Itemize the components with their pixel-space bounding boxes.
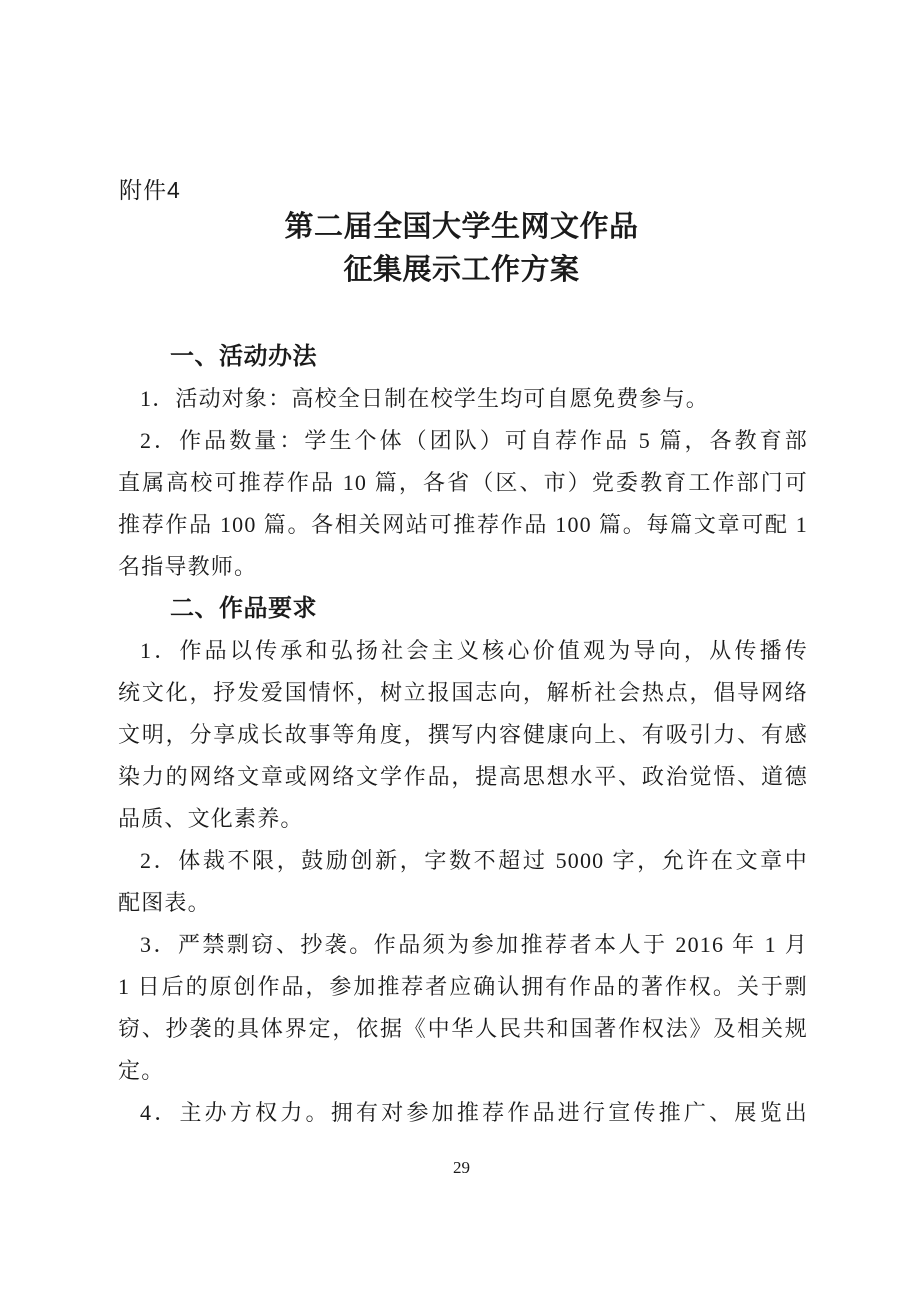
doc-line: 2．作品数量：学生个体（团队）可自荐作品 5 篇，各教育部: [140, 428, 808, 453]
section-2-heading: 二、作品要求: [170, 595, 317, 622]
doc-line: 窃、抄袭的具体界定，依据《中华人民共和国著作权法》及相关规: [118, 1016, 808, 1041]
page-number: 29: [453, 1158, 470, 1177]
document-title: [0, 206, 923, 292]
document-title-line1: 第二届全国大学生网文作品: [284, 211, 639, 243]
doc-line: 文明，分享成长故事等角度，撰写内容健康向上、有吸引力、有感: [118, 722, 808, 747]
section-1-heading: 一、活动办法: [170, 343, 317, 370]
document-body: [118, 336, 808, 1134]
document-title-line2: 征集展示工作方案: [343, 254, 580, 286]
doc-line: 定。: [118, 1058, 165, 1083]
doc-line: 2．体裁不限，鼓励创新，字数不超过 5000 字，允许在文章中: [140, 848, 808, 873]
doc-line: 染力的网络文章或网络文学作品，提高思想水平、政治觉悟、道德: [118, 764, 808, 789]
doc-line: 1 日后的原创作品，参加推荐者应确认拥有作品的著作权。关于剽: [118, 974, 808, 999]
doc-line: 品质、文化素养。: [118, 806, 304, 831]
doc-line: 1．作品以传承和弘扬社会主义核心价值观为导向，从传播传: [140, 638, 808, 663]
doc-line: 直属高校可推荐作品 10 篇，各省（区、市）党委教育工作部门可: [118, 470, 808, 495]
attachment-label: 附件4: [119, 177, 181, 203]
doc-line: 名指导教师。: [118, 554, 258, 579]
doc-line: 1．活动对象：高校全日制在校学生均可自愿免费参与。: [140, 386, 710, 411]
doc-line: 推荐作品 100 篇。各相关网站可推荐作品 100 篇。每篇文章可配 1: [118, 512, 808, 537]
doc-line: 统文化，抒发爱国情怀，树立报国志向，解析社会热点，倡导网络: [118, 680, 808, 705]
doc-line: 3．严禁剽窃、抄袭。作品须为参加推荐者本人于 2016 年 1 月: [140, 932, 808, 957]
doc-line: 4．主办方权力。拥有对参加推荐作品进行宣传推广、展览出: [140, 1100, 808, 1125]
doc-line: 配图表。: [118, 890, 211, 915]
